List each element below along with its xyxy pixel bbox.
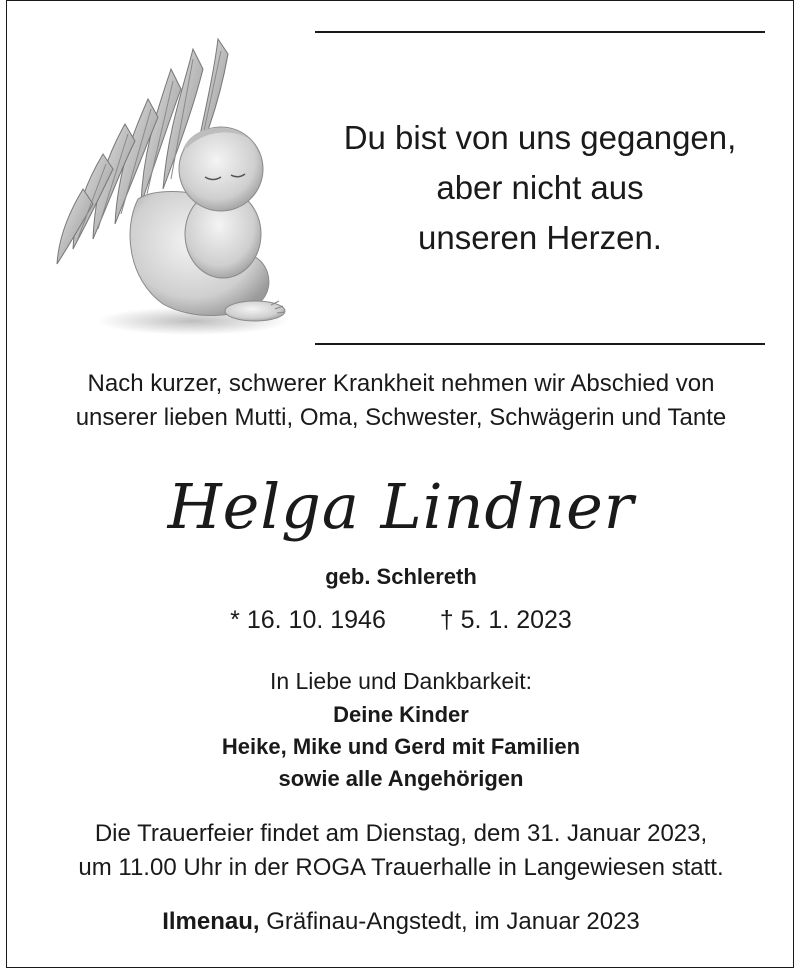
memorial-quote — [315, 113, 765, 263]
place-rest: Gräfinau-Angstedt, im Januar 2023 — [266, 908, 640, 935]
top-divider — [315, 31, 765, 33]
obituary-notice — [6, 0, 794, 968]
intro-line: unserer lieben Mutti, Oma, Schwester, Schwägerin und Tante — [75, 404, 727, 431]
mourner-line: Heike, Mike und Gerd mit Familien — [221, 734, 581, 759]
life-dates — [7, 603, 795, 637]
death-date: 5. 1. 2023 — [460, 606, 572, 634]
service-line: um 11.00 Uhr in der ROGA Trauerhalle in Langewiesen statt. — [78, 854, 724, 881]
funeral-service-info — [7, 817, 795, 885]
quote-line: aber nicht aus — [436, 169, 644, 206]
mourner-line: Deine Kinder — [333, 702, 469, 727]
place-primary: Ilmenau, — [162, 908, 260, 935]
mourners-intro: In Liebe und Dankbarkeit: — [269, 668, 533, 694]
service-line: Die Trauerfeier findet am Dienstag, dem 31. Januar 2023, — [94, 820, 708, 847]
death-symbol: † — [439, 606, 454, 634]
mourners-list — [7, 699, 795, 795]
quote-line: unseren Herzen. — [418, 219, 662, 256]
quote-line: Du bist von uns gegangen, — [343, 119, 737, 156]
birth-date: 16. 10. 1946 — [246, 606, 386, 634]
mourner-line: sowie alle Angehörigen — [278, 766, 524, 791]
sleeping-angel-icon — [43, 29, 293, 339]
maiden-name: geb. Schlereth — [325, 564, 477, 589]
place-and-date — [7, 905, 795, 939]
deceased-name: Helga Lindner — [167, 470, 635, 543]
bottom-divider — [315, 343, 765, 345]
intro-text — [7, 367, 795, 435]
intro-line: Nach kurzer, schwerer Krankheit nehmen wir Abschied von — [87, 370, 715, 397]
birth-symbol: * — [230, 606, 240, 634]
